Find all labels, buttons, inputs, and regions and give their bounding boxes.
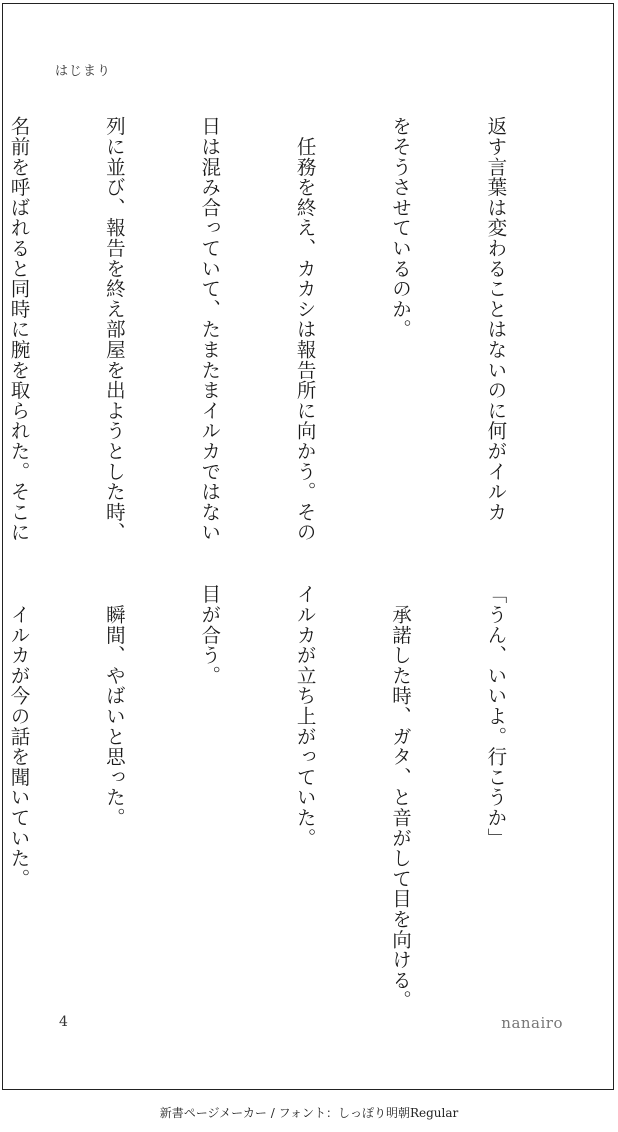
brand-label: nanairo <box>501 1014 563 1032</box>
text-line: 返す言葉は変わることはないのに何がイルカ <box>484 116 508 522</box>
lower-text-block <box>0 584 575 1024</box>
text-line: 任務を終え、カカシは報告所に向かう。その <box>293 116 317 543</box>
generator-caption: 新書ページメーカー / フォント：しっぽり明朝Regular <box>159 1106 459 1120</box>
text-line: 名前を呼ばれると同時に腕を取られた。そこに <box>7 116 31 543</box>
text-line: 承諾した時、ガタ、と音がして目を向ける。 <box>389 584 413 1011</box>
text-line: 列に並び、報告を終え部屋を出ようとした時、 <box>102 116 126 543</box>
text-line: 「うん、いいよ。行こうか」 <box>484 584 508 848</box>
text-line: イルカが立ち上がっていた。 <box>293 584 317 848</box>
text-line: イルカが今の話を聞いていた。 <box>7 584 31 889</box>
page-number: 4 <box>59 1014 68 1030</box>
text-line: 瞬間、やばいと思った。 <box>102 584 126 828</box>
text-line: 日は混み合っていて、たまたまイルカではない <box>198 116 222 543</box>
text-line: をそうさせているのか。 <box>389 116 413 340</box>
text-line: 目が合う。 <box>198 584 222 686</box>
book-page <box>2 3 614 1090</box>
upper-text-block <box>0 116 575 556</box>
running-head-title: はじまり <box>55 64 112 79</box>
